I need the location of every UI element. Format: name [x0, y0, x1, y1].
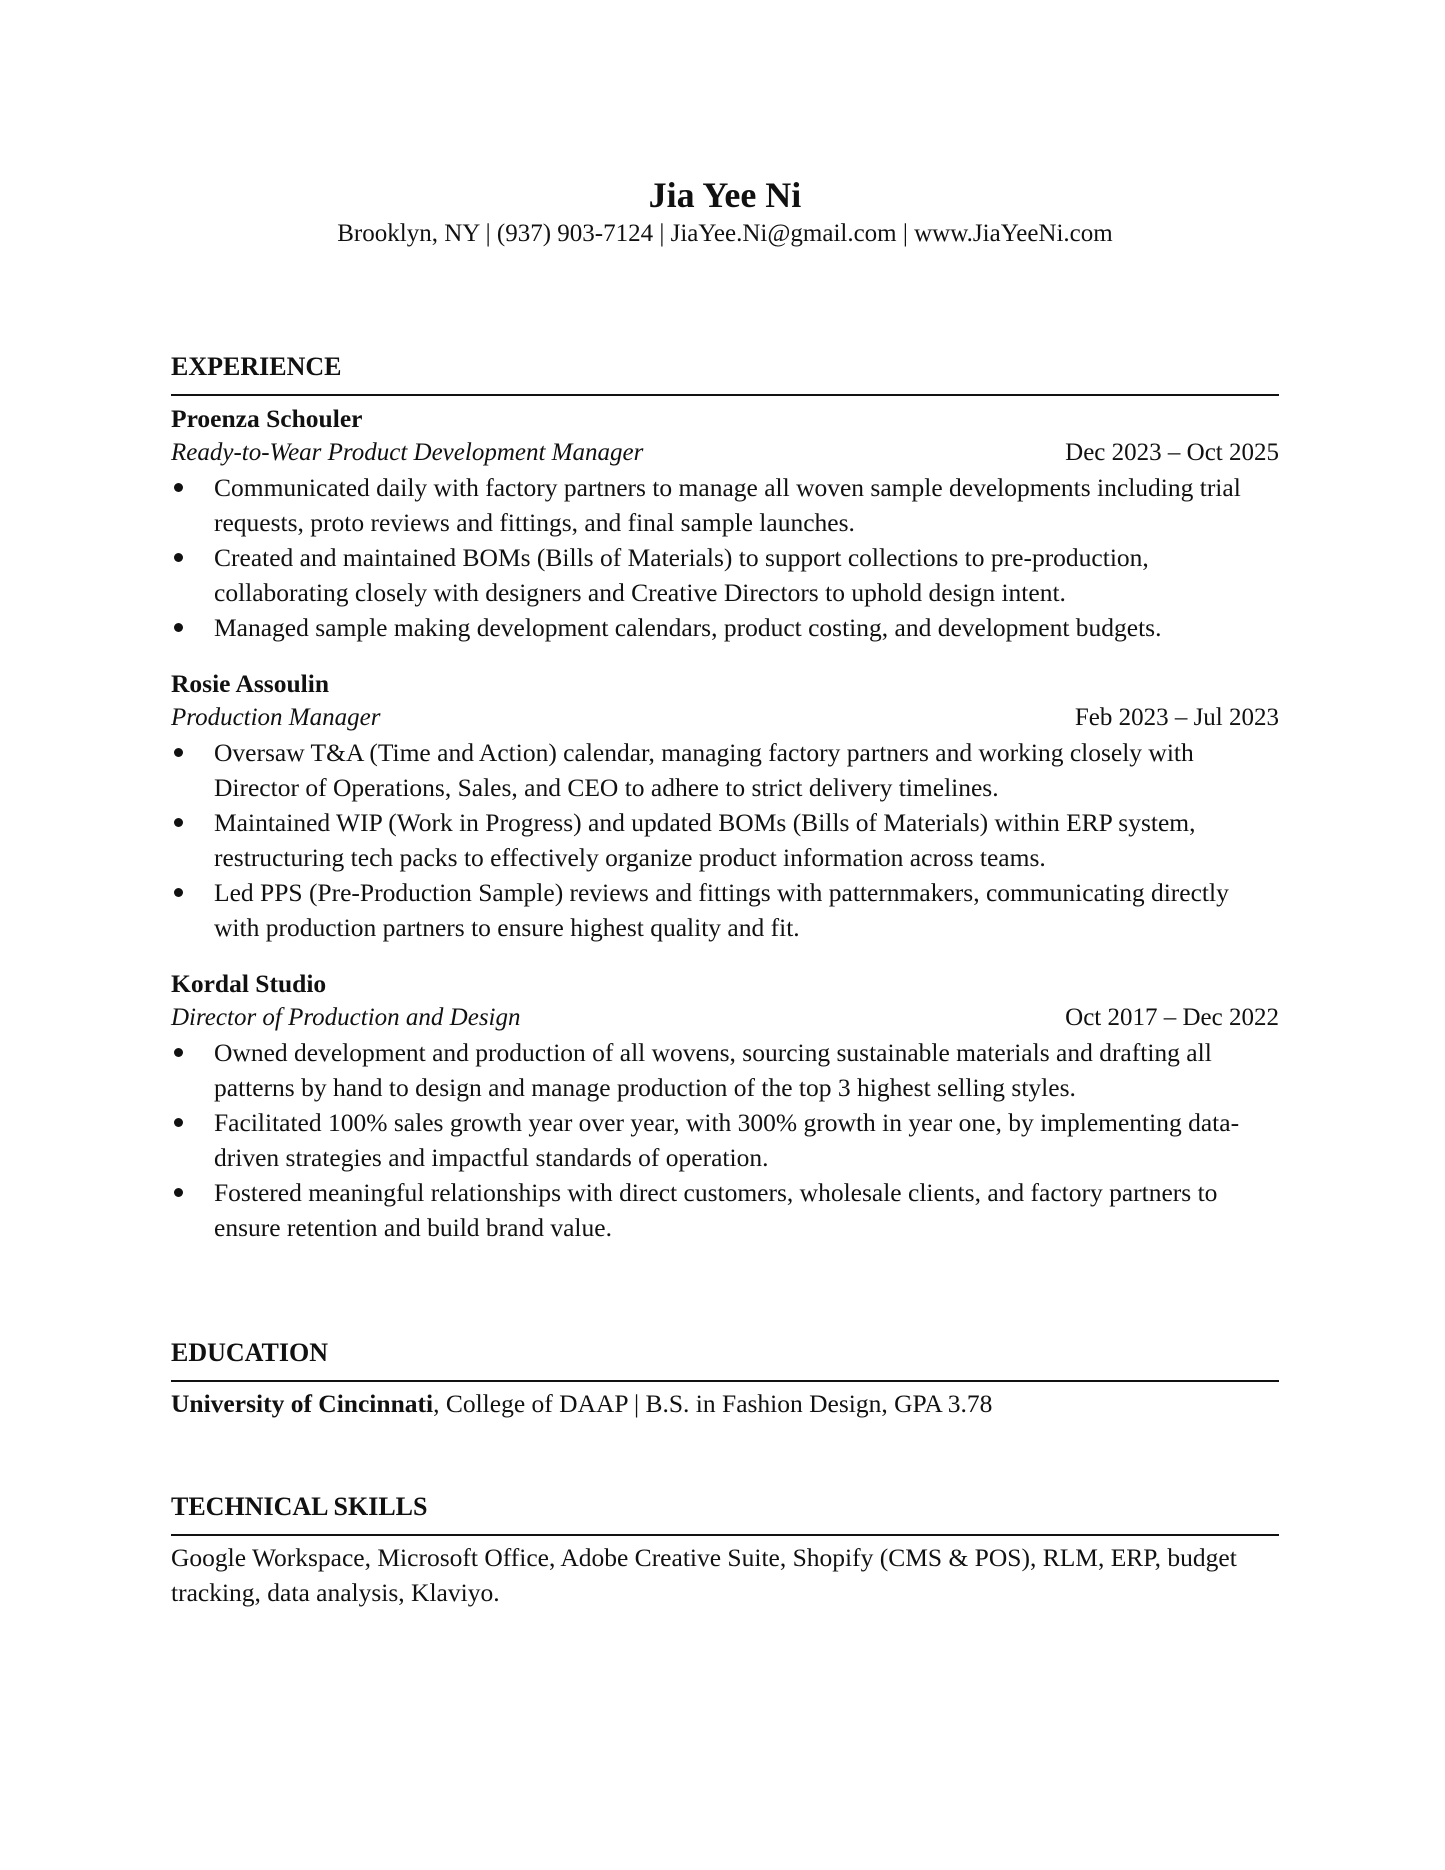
company-name: Kordal Studio: [171, 969, 327, 998]
education-entry: [171, 1386, 1279, 1421]
job-entry: [171, 967, 1279, 1245]
job-dates: Dec 2023 – Oct 2025: [1065, 439, 1279, 466]
job-bullets: [171, 735, 1279, 945]
experience-section: [171, 350, 1279, 1245]
bullet-item: Maintained WIP (Work in Progress) and updated BOMs (Bills of Materials) within ERP system, restructuring tech packs to effectively organize product information across teams.: [171, 805, 1279, 875]
degree-details: , College of DAAP | B.S. in Fashion Design, GPA 3.78: [433, 1389, 993, 1418]
bullet-item: Created and maintained BOMs (Bills of Materials) to support collections to pre-production, collaborating closely with designers and Creative Directors to uphold design intent.: [171, 540, 1279, 610]
bullet-item: Facilitated 100% sales growth year over year, with 300% growth in year one, by implementing data-driven strategies and impactful standards of operation.: [171, 1105, 1279, 1175]
bullet-item: Owned development and production of all wovens, sourcing sustainable materials and drafting all patterns by hand to design and manage production of the top 3 highest selling styles.: [171, 1035, 1279, 1105]
skills-section: [171, 1490, 1279, 1610]
resume-header: [171, 172, 1279, 250]
job-entry: [171, 667, 1279, 945]
bullet-item: Managed sample making development calendars, product costing, and development budgets.: [171, 610, 1279, 645]
contact-line: Brooklyn, NY | (937) 903-7124 | JiaYee.Ni@gmail.com | www.JiaYeeNi.com: [337, 220, 1113, 247]
role-row: [171, 701, 1279, 735]
job-bullets: [171, 1035, 1279, 1245]
skills-heading: TECHNICAL SKILLS: [171, 1490, 1279, 1536]
job-title: Director of Production and Design: [171, 1004, 521, 1031]
bullet-item: Communicated daily with factory partners to manage all woven sample developments including trial requests, proto reviews and fittings, and final sample launches.: [171, 470, 1279, 540]
role-row: [171, 436, 1279, 470]
skills-list: Google Workspace, Microsoft Office, Adobe Creative Suite, Shopify (CMS & POS), RLM, ERP, budget tracking, data analysis, Klaviyo.: [171, 1543, 1237, 1607]
school-name: University of Cincinnati: [171, 1389, 434, 1418]
education-section: [171, 1336, 1279, 1421]
bullet-item: Oversaw T&A (Time and Action) calendar, managing factory partners and working closely with Director of Operations, Sales, and CEO to adhere to strict delivery timelines.: [171, 735, 1279, 805]
job-title: Ready-to-Wear Product Development Manager: [171, 439, 644, 466]
candidate-name: Jia Yee Ni: [648, 175, 802, 215]
job-entry: [171, 402, 1279, 645]
bullet-item: Led PPS (Pre-Production Sample) reviews and fittings with patternmakers, communicating directly with production partners to ensure highest quality and fit.: [171, 875, 1279, 945]
experience-heading: EXPERIENCE: [171, 350, 1279, 396]
job-dates: Feb 2023 – Jul 2023: [1074, 704, 1279, 731]
bullet-item: Fostered meaningful relationships with direct customers, wholesale clients, and factory partners to ensure retention and build brand value.: [171, 1175, 1279, 1245]
role-row: [171, 1001, 1279, 1035]
job-dates: Oct 2017 – Dec 2022: [1065, 1004, 1279, 1031]
company-name: Rosie Assoulin: [171, 669, 330, 698]
company-name: Proenza Schouler: [171, 404, 363, 433]
education-heading: EDUCATION: [171, 1336, 1279, 1382]
job-bullets: [171, 470, 1279, 645]
job-title: Production Manager: [171, 704, 381, 731]
